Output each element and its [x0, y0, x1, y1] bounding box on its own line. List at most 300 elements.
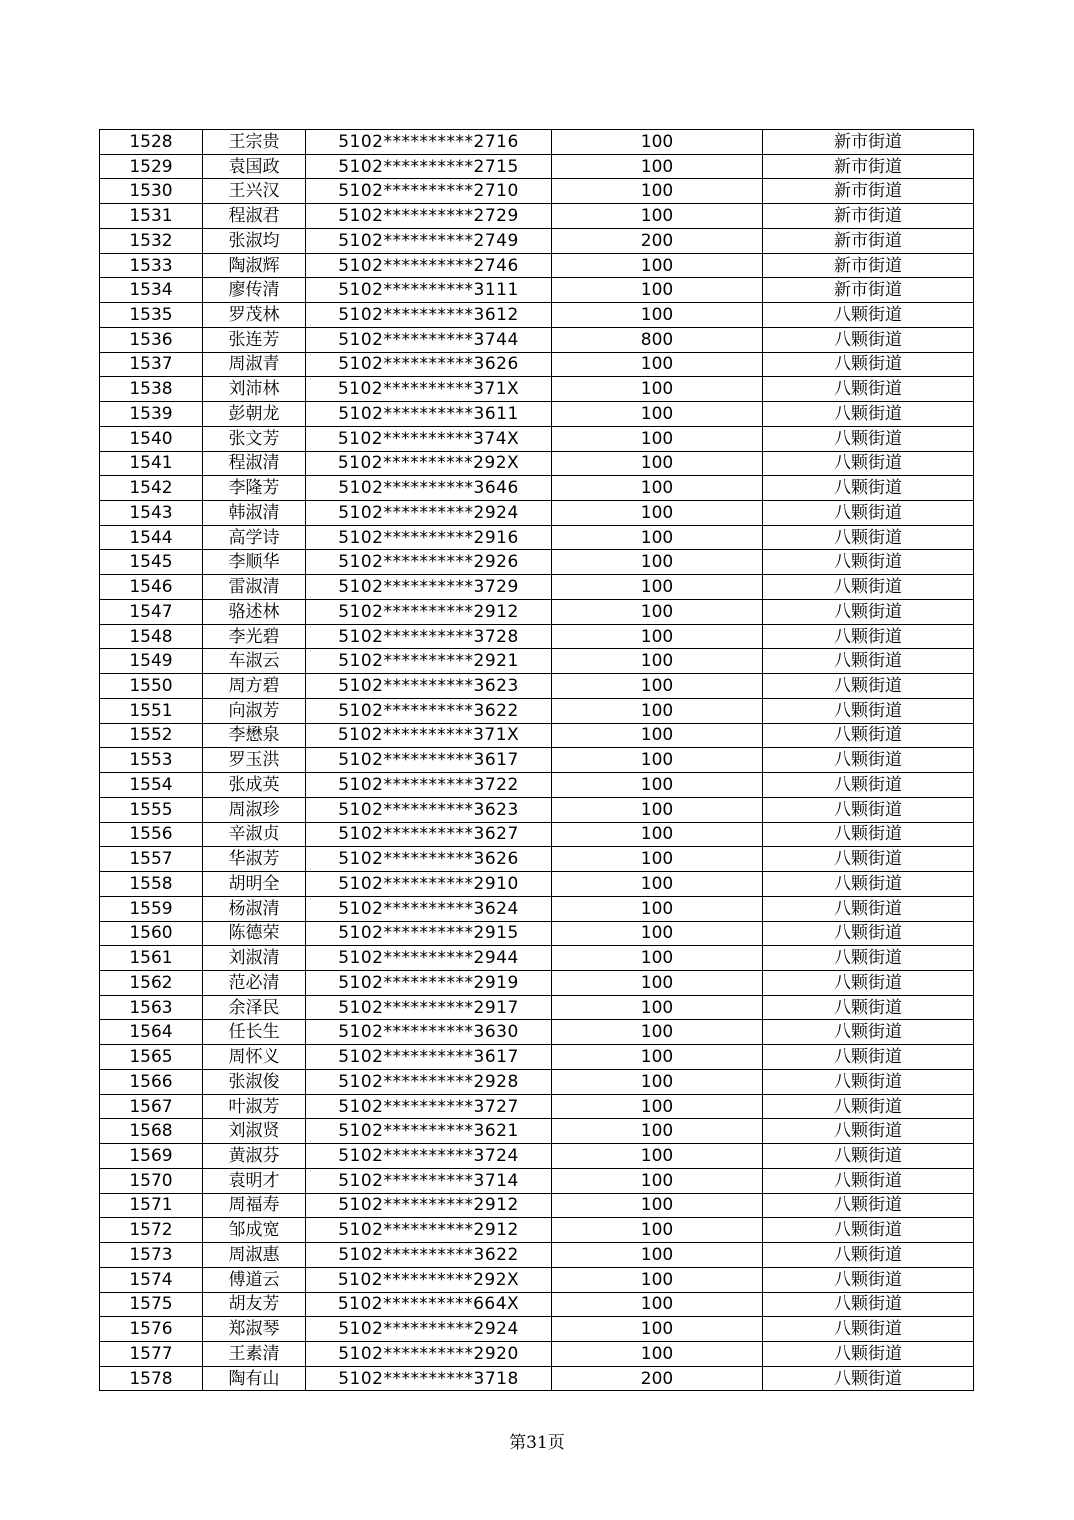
name-cell: 李顺华 [203, 550, 306, 575]
amount-cell: 100 [552, 1317, 763, 1342]
amount-cell: 100 [552, 1193, 763, 1218]
table-row [100, 476, 974, 501]
id-number-cell: 5102**********3111 [306, 278, 552, 303]
name-cell: 周淑青 [203, 352, 306, 377]
street-cell: 新市街道 [763, 253, 974, 278]
serial-number-cell: 1544 [100, 525, 203, 550]
table-row [100, 1119, 974, 1144]
serial-number-cell: 1553 [100, 748, 203, 773]
table-row [100, 1045, 974, 1070]
serial-number-cell: 1528 [100, 130, 203, 155]
table-row [100, 723, 974, 748]
id-number-cell: 5102**********292X [306, 1267, 552, 1292]
street-cell: 八颗街道 [763, 1193, 974, 1218]
id-number-cell: 5102**********3646 [306, 476, 552, 501]
id-number-cell: 5102**********3617 [306, 748, 552, 773]
name-cell: 李光碧 [203, 624, 306, 649]
table-row [100, 1366, 974, 1391]
table-row [100, 1218, 974, 1243]
id-number-cell: 5102**********371X [306, 723, 552, 748]
serial-number-cell: 1535 [100, 303, 203, 328]
table-row [100, 822, 974, 847]
name-cell: 刘淑贤 [203, 1119, 306, 1144]
street-cell: 八颗街道 [763, 896, 974, 921]
id-number-cell: 5102**********2928 [306, 1069, 552, 1094]
table-row [100, 1168, 974, 1193]
name-cell: 韩淑清 [203, 501, 306, 526]
street-cell: 八颗街道 [763, 599, 974, 624]
name-cell: 周怀义 [203, 1045, 306, 1070]
amount-cell: 100 [552, 550, 763, 575]
amount-cell: 100 [552, 402, 763, 427]
street-cell: 八颗街道 [763, 1045, 974, 1070]
street-cell: 八颗街道 [763, 426, 974, 451]
name-cell: 华淑芳 [203, 847, 306, 872]
amount-cell: 100 [552, 204, 763, 229]
id-number-cell: 5102**********3617 [306, 1045, 552, 1070]
name-cell: 范必清 [203, 970, 306, 995]
amount-cell: 100 [552, 253, 763, 278]
table-row [100, 748, 974, 773]
name-cell: 张连芳 [203, 327, 306, 352]
amount-cell: 100 [552, 624, 763, 649]
amount-cell: 100 [552, 352, 763, 377]
street-cell: 八颗街道 [763, 822, 974, 847]
amount-cell: 100 [552, 377, 763, 402]
street-cell: 八颗街道 [763, 1094, 974, 1119]
name-cell: 王素清 [203, 1341, 306, 1366]
street-cell: 八颗街道 [763, 970, 974, 995]
serial-number-cell: 1560 [100, 921, 203, 946]
serial-number-cell: 1552 [100, 723, 203, 748]
serial-number-cell: 1558 [100, 872, 203, 897]
amount-cell: 100 [552, 698, 763, 723]
name-cell: 程淑清 [203, 451, 306, 476]
id-number-cell: 5102**********3724 [306, 1144, 552, 1169]
name-cell: 王兴汉 [203, 179, 306, 204]
id-number-cell: 5102**********374X [306, 426, 552, 451]
table-row [100, 773, 974, 798]
id-number-cell: 5102**********371X [306, 377, 552, 402]
serial-number-cell: 1542 [100, 476, 203, 501]
serial-number-cell: 1541 [100, 451, 203, 476]
amount-cell: 100 [552, 451, 763, 476]
amount-cell: 100 [552, 921, 763, 946]
serial-number-cell: 1562 [100, 970, 203, 995]
street-cell: 八颗街道 [763, 995, 974, 1020]
table-row [100, 1193, 974, 1218]
id-number-cell: 5102**********2915 [306, 921, 552, 946]
serial-number-cell: 1534 [100, 278, 203, 303]
street-cell: 八颗街道 [763, 1144, 974, 1169]
id-number-cell: 5102**********2944 [306, 946, 552, 971]
amount-cell: 100 [552, 797, 763, 822]
id-number-cell: 5102**********3722 [306, 773, 552, 798]
table-row [100, 847, 974, 872]
table-row [100, 327, 974, 352]
serial-number-cell: 1545 [100, 550, 203, 575]
table-body [100, 130, 974, 1391]
amount-cell: 100 [552, 1341, 763, 1366]
amount-cell: 100 [552, 1045, 763, 1070]
serial-number-cell: 1532 [100, 228, 203, 253]
id-number-cell: 5102**********3728 [306, 624, 552, 649]
id-number-cell: 5102**********2921 [306, 649, 552, 674]
name-cell: 邹成宽 [203, 1218, 306, 1243]
name-cell: 张成英 [203, 773, 306, 798]
street-cell: 八颗街道 [763, 1069, 974, 1094]
name-cell: 王宗贵 [203, 130, 306, 155]
id-number-cell: 5102**********3718 [306, 1366, 552, 1391]
table-row [100, 501, 974, 526]
amount-cell: 100 [552, 278, 763, 303]
name-cell: 任长生 [203, 1020, 306, 1045]
id-number-cell: 5102**********2710 [306, 179, 552, 204]
serial-number-cell: 1573 [100, 1243, 203, 1268]
name-cell: 胡友芳 [203, 1292, 306, 1317]
id-number-cell: 5102**********2916 [306, 525, 552, 550]
table-row [100, 1292, 974, 1317]
amount-cell: 100 [552, 1243, 763, 1268]
serial-number-cell: 1572 [100, 1218, 203, 1243]
table-row [100, 1267, 974, 1292]
serial-number-cell: 1548 [100, 624, 203, 649]
amount-cell: 100 [552, 674, 763, 699]
name-cell: 骆述林 [203, 599, 306, 624]
street-cell: 八颗街道 [763, 649, 974, 674]
street-cell: 八颗街道 [763, 303, 974, 328]
street-cell: 八颗街道 [763, 723, 974, 748]
table-row [100, 278, 974, 303]
name-cell: 周淑珍 [203, 797, 306, 822]
name-cell: 向淑芳 [203, 698, 306, 723]
id-number-cell: 5102**********2729 [306, 204, 552, 229]
id-number-cell: 5102**********2924 [306, 501, 552, 526]
table-row [100, 970, 974, 995]
id-number-cell: 5102**********2716 [306, 130, 552, 155]
id-number-cell: 5102**********3630 [306, 1020, 552, 1045]
table-row [100, 451, 974, 476]
amount-cell: 100 [552, 872, 763, 897]
street-cell: 八颗街道 [763, 352, 974, 377]
table-row [100, 253, 974, 278]
amount-cell: 100 [552, 1094, 763, 1119]
name-cell: 雷淑清 [203, 575, 306, 600]
table-row [100, 1094, 974, 1119]
id-number-cell: 5102**********3623 [306, 797, 552, 822]
amount-cell: 100 [552, 1292, 763, 1317]
serial-number-cell: 1569 [100, 1144, 203, 1169]
amount-cell: 100 [552, 575, 763, 600]
id-number-cell: 5102**********3623 [306, 674, 552, 699]
name-cell: 周淑惠 [203, 1243, 306, 1268]
name-cell: 车淑云 [203, 649, 306, 674]
street-cell: 八颗街道 [763, 1366, 974, 1391]
table-row [100, 228, 974, 253]
table-row [100, 921, 974, 946]
table-row [100, 525, 974, 550]
serial-number-cell: 1555 [100, 797, 203, 822]
amount-cell: 800 [552, 327, 763, 352]
id-number-cell: 5102**********2910 [306, 872, 552, 897]
serial-number-cell: 1574 [100, 1267, 203, 1292]
name-cell: 辛淑贞 [203, 822, 306, 847]
serial-number-cell: 1564 [100, 1020, 203, 1045]
serial-number-cell: 1559 [100, 896, 203, 921]
street-cell: 八颗街道 [763, 1292, 974, 1317]
amount-cell: 100 [552, 1069, 763, 1094]
street-cell: 八颗街道 [763, 847, 974, 872]
table-row [100, 995, 974, 1020]
serial-number-cell: 1547 [100, 599, 203, 624]
serial-number-cell: 1561 [100, 946, 203, 971]
street-cell: 八颗街道 [763, 402, 974, 427]
table-row [100, 303, 974, 328]
table-row [100, 179, 974, 204]
serial-number-cell: 1550 [100, 674, 203, 699]
serial-number-cell: 1539 [100, 402, 203, 427]
name-cell: 胡明全 [203, 872, 306, 897]
street-cell: 八颗街道 [763, 1218, 974, 1243]
name-cell: 陶淑辉 [203, 253, 306, 278]
name-cell: 叶淑芳 [203, 1094, 306, 1119]
table-row [100, 1144, 974, 1169]
table-row [100, 896, 974, 921]
amount-cell: 100 [552, 1119, 763, 1144]
table-row [100, 402, 974, 427]
id-number-cell: 5102**********292X [306, 451, 552, 476]
table-row [100, 1243, 974, 1268]
serial-number-cell: 1531 [100, 204, 203, 229]
serial-number-cell: 1554 [100, 773, 203, 798]
name-cell: 余泽民 [203, 995, 306, 1020]
beneficiary-table [99, 129, 974, 1391]
street-cell: 八颗街道 [763, 921, 974, 946]
amount-cell: 100 [552, 946, 763, 971]
amount-cell: 100 [552, 426, 763, 451]
table-row [100, 130, 974, 155]
street-cell: 八颗街道 [763, 575, 974, 600]
id-number-cell: 5102**********2749 [306, 228, 552, 253]
street-cell: 八颗街道 [763, 698, 974, 723]
amount-cell: 100 [552, 970, 763, 995]
amount-cell: 100 [552, 154, 763, 179]
amount-cell: 100 [552, 1218, 763, 1243]
serial-number-cell: 1577 [100, 1341, 203, 1366]
name-cell: 廖传清 [203, 278, 306, 303]
amount-cell: 100 [552, 1168, 763, 1193]
name-cell: 程淑君 [203, 204, 306, 229]
id-number-cell: 5102**********3627 [306, 822, 552, 847]
table-row [100, 1069, 974, 1094]
street-cell: 八颗街道 [763, 674, 974, 699]
street-cell: 八颗街道 [763, 550, 974, 575]
serial-number-cell: 1576 [100, 1317, 203, 1342]
amount-cell: 100 [552, 1144, 763, 1169]
street-cell: 新市街道 [763, 154, 974, 179]
amount-cell: 100 [552, 179, 763, 204]
amount-cell: 100 [552, 748, 763, 773]
id-number-cell: 5102**********3624 [306, 896, 552, 921]
table-row [100, 352, 974, 377]
serial-number-cell: 1538 [100, 377, 203, 402]
name-cell: 黄淑芬 [203, 1144, 306, 1169]
id-number-cell: 5102**********2917 [306, 995, 552, 1020]
serial-number-cell: 1549 [100, 649, 203, 674]
id-number-cell: 5102**********3622 [306, 698, 552, 723]
name-cell: 郑淑琴 [203, 1317, 306, 1342]
id-number-cell: 5102**********2715 [306, 154, 552, 179]
table-row [100, 575, 974, 600]
street-cell: 八颗街道 [763, 327, 974, 352]
name-cell: 李懋泉 [203, 723, 306, 748]
street-cell: 八颗街道 [763, 1168, 974, 1193]
amount-cell: 100 [552, 599, 763, 624]
id-number-cell: 5102**********3621 [306, 1119, 552, 1144]
name-cell: 高学诗 [203, 525, 306, 550]
page-number: 第31页 [509, 1433, 565, 1453]
name-cell: 杨淑清 [203, 896, 306, 921]
name-cell: 张淑俊 [203, 1069, 306, 1094]
street-cell: 八颗街道 [763, 1267, 974, 1292]
amount-cell: 100 [552, 847, 763, 872]
amount-cell: 100 [552, 476, 763, 501]
id-number-cell: 5102**********2924 [306, 1317, 552, 1342]
amount-cell: 100 [552, 130, 763, 155]
name-cell: 周方碧 [203, 674, 306, 699]
street-cell: 八颗街道 [763, 1341, 974, 1366]
serial-number-cell: 1537 [100, 352, 203, 377]
street-cell: 新市街道 [763, 278, 974, 303]
table-row [100, 1341, 974, 1366]
id-number-cell: 5102**********2746 [306, 253, 552, 278]
id-number-cell: 5102**********2920 [306, 1341, 552, 1366]
name-cell: 彭朝龙 [203, 402, 306, 427]
amount-cell: 100 [552, 1267, 763, 1292]
serial-number-cell: 1575 [100, 1292, 203, 1317]
serial-number-cell: 1565 [100, 1045, 203, 1070]
table-row [100, 599, 974, 624]
name-cell: 李隆芳 [203, 476, 306, 501]
amount-cell: 100 [552, 995, 763, 1020]
id-number-cell: 5102**********3626 [306, 352, 552, 377]
serial-number-cell: 1570 [100, 1168, 203, 1193]
serial-number-cell: 1533 [100, 253, 203, 278]
table-row [100, 624, 974, 649]
table-row [100, 1317, 974, 1342]
id-number-cell: 5102**********2912 [306, 1218, 552, 1243]
table-row [100, 154, 974, 179]
amount-cell: 100 [552, 1020, 763, 1045]
street-cell: 八颗街道 [763, 525, 974, 550]
name-cell: 陈德荣 [203, 921, 306, 946]
name-cell: 刘沛林 [203, 377, 306, 402]
serial-number-cell: 1556 [100, 822, 203, 847]
serial-number-cell: 1529 [100, 154, 203, 179]
id-number-cell: 5102**********3612 [306, 303, 552, 328]
name-cell: 罗茂林 [203, 303, 306, 328]
street-cell: 新市街道 [763, 130, 974, 155]
name-cell: 袁国政 [203, 154, 306, 179]
street-cell: 八颗街道 [763, 451, 974, 476]
street-cell: 新市街道 [763, 179, 974, 204]
name-cell: 刘淑清 [203, 946, 306, 971]
amount-cell: 200 [552, 228, 763, 253]
amount-cell: 100 [552, 723, 763, 748]
table-row [100, 946, 974, 971]
id-number-cell: 5102**********2926 [306, 550, 552, 575]
serial-number-cell: 1563 [100, 995, 203, 1020]
street-cell: 八颗街道 [763, 946, 974, 971]
id-number-cell: 5102**********3744 [306, 327, 552, 352]
amount-cell: 100 [552, 303, 763, 328]
street-cell: 八颗街道 [763, 476, 974, 501]
table-row [100, 550, 974, 575]
table-row [100, 204, 974, 229]
street-cell: 八颗街道 [763, 872, 974, 897]
id-number-cell: 5102**********3626 [306, 847, 552, 872]
serial-number-cell: 1567 [100, 1094, 203, 1119]
street-cell: 新市街道 [763, 228, 974, 253]
serial-number-cell: 1557 [100, 847, 203, 872]
name-cell: 陶有山 [203, 1366, 306, 1391]
id-number-cell: 5102**********2919 [306, 970, 552, 995]
street-cell: 八颗街道 [763, 1243, 974, 1268]
street-cell: 新市街道 [763, 204, 974, 229]
street-cell: 八颗街道 [763, 748, 974, 773]
id-number-cell: 5102**********664X [306, 1292, 552, 1317]
table-row [100, 377, 974, 402]
amount-cell: 100 [552, 822, 763, 847]
name-cell: 张淑均 [203, 228, 306, 253]
street-cell: 八颗街道 [763, 773, 974, 798]
name-cell: 张文芳 [203, 426, 306, 451]
name-cell: 袁明才 [203, 1168, 306, 1193]
name-cell: 傅道云 [203, 1267, 306, 1292]
street-cell: 八颗街道 [763, 501, 974, 526]
amount-cell: 100 [552, 525, 763, 550]
id-number-cell: 5102**********2912 [306, 599, 552, 624]
amount-cell: 200 [552, 1366, 763, 1391]
serial-number-cell: 1543 [100, 501, 203, 526]
serial-number-cell: 1551 [100, 698, 203, 723]
street-cell: 八颗街道 [763, 1020, 974, 1045]
serial-number-cell: 1578 [100, 1366, 203, 1391]
serial-number-cell: 1568 [100, 1119, 203, 1144]
table-row [100, 649, 974, 674]
serial-number-cell: 1566 [100, 1069, 203, 1094]
amount-cell: 100 [552, 896, 763, 921]
id-number-cell: 5102**********3729 [306, 575, 552, 600]
street-cell: 八颗街道 [763, 1317, 974, 1342]
table-row [100, 426, 974, 451]
serial-number-cell: 1571 [100, 1193, 203, 1218]
serial-number-cell: 1546 [100, 575, 203, 600]
serial-number-cell: 1540 [100, 426, 203, 451]
name-cell: 周福寿 [203, 1193, 306, 1218]
street-cell: 八颗街道 [763, 1119, 974, 1144]
street-cell: 八颗街道 [763, 624, 974, 649]
table-row [100, 674, 974, 699]
id-number-cell: 5102**********3611 [306, 402, 552, 427]
table-row [100, 1020, 974, 1045]
table-row [100, 698, 974, 723]
serial-number-cell: 1536 [100, 327, 203, 352]
table-row [100, 872, 974, 897]
id-number-cell: 5102**********3622 [306, 1243, 552, 1268]
amount-cell: 100 [552, 773, 763, 798]
id-number-cell: 5102**********3727 [306, 1094, 552, 1119]
